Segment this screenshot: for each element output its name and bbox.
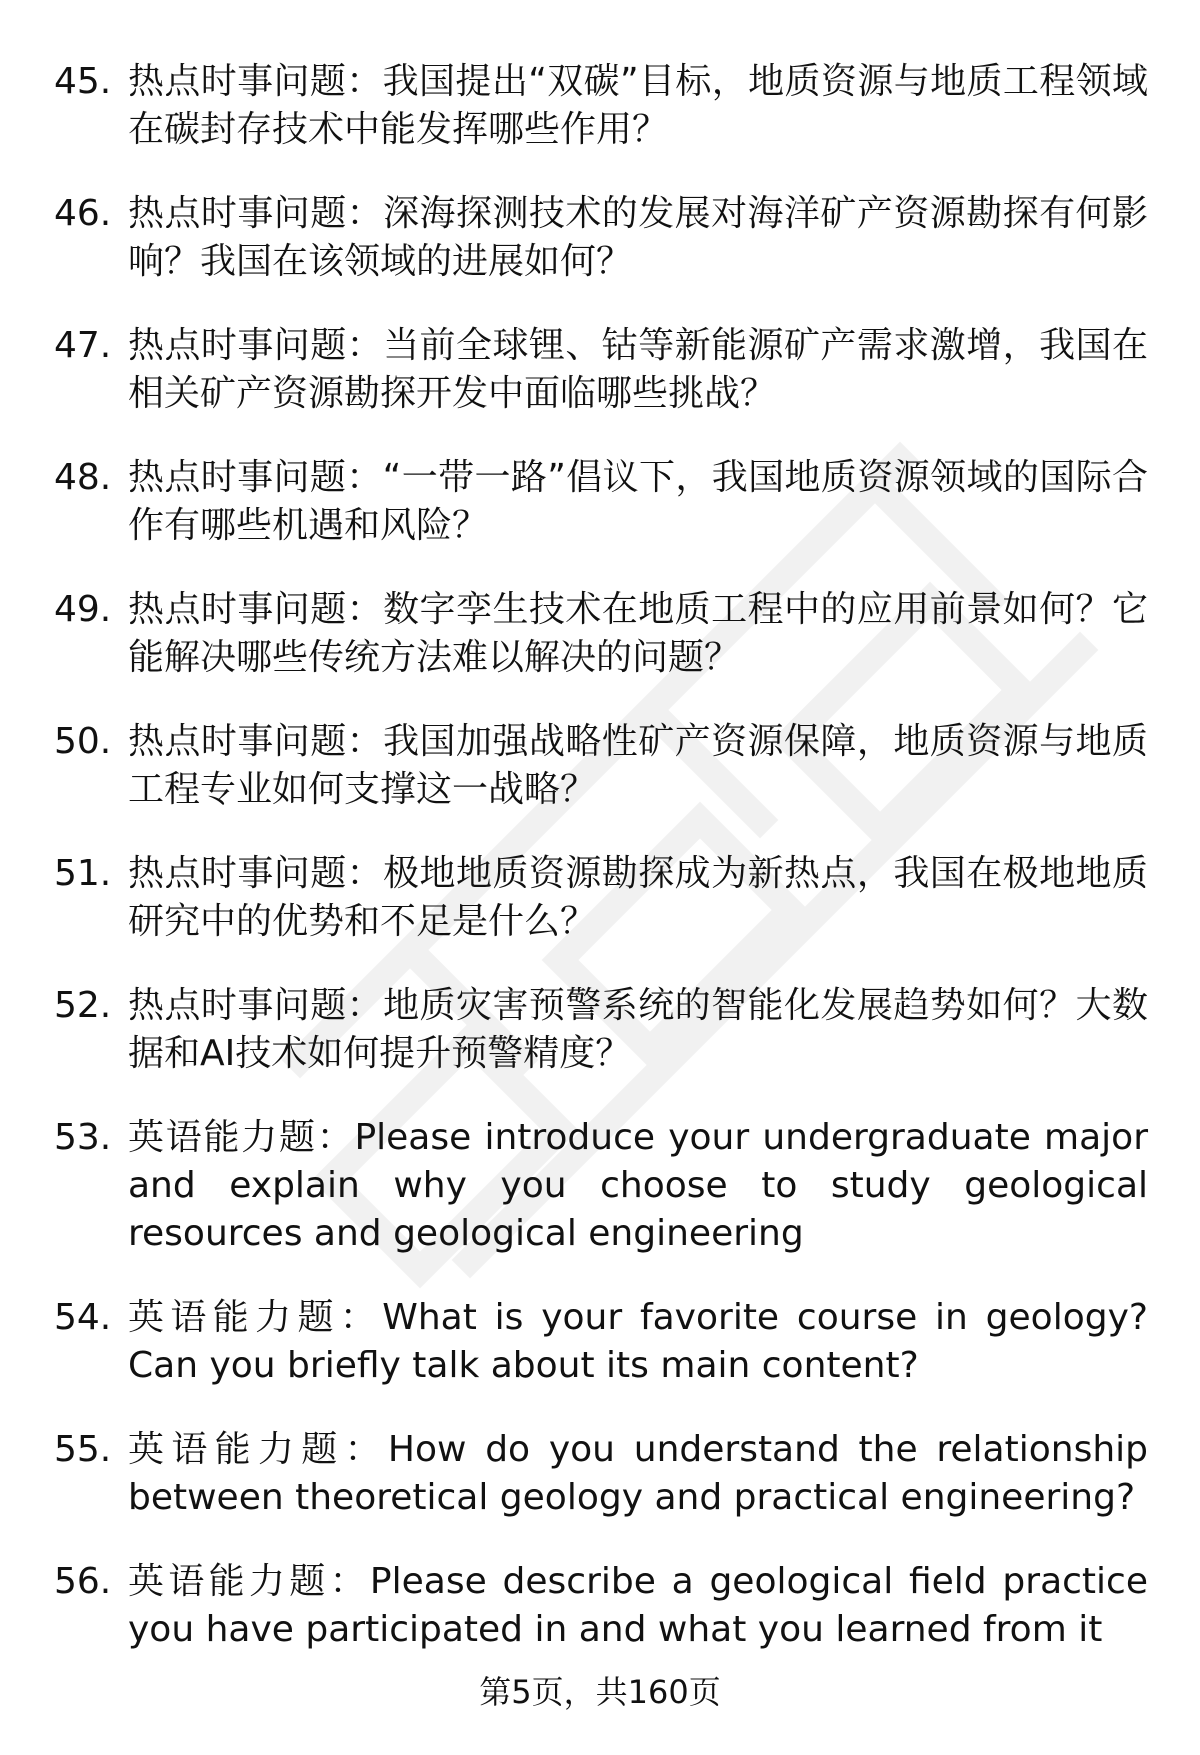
question-number: 55. [54,1429,112,1470]
question-number: 47. [54,325,112,366]
question-number: 51. [54,853,112,894]
question-text: 热点时事问题：当前全球锂、钴等新能源矿产需求激增，我国在相关矿产资源勘探开发中面临哪些挑战？ [128,325,1148,414]
question-text: 英语能力题：Please describe a geological field practice you have participated in and what you learned from it [128,1561,1148,1650]
question-text: 热点时事问题：我国提出“双碳”目标，地质资源与地质工程领域在碳封存技术中能发挥哪些作用？ [128,61,1148,150]
question-text: 英语能力题：How do you understand the relationship between theoretical geology and practical engineering? [128,1429,1148,1518]
question-text: 热点时事问题：“一带一路”倡议下，我国地质资源领域的国际合作有哪些机遇和风险？ [128,457,1148,546]
question-number: 50. [54,721,112,762]
question-text: 热点时事问题：数字孪生技术在地质工程中的应用前景如何？它能解决哪些传统方法难以解决的问题？ [128,589,1148,678]
question-text: 热点时事问题：极地地质资源勘探成为新热点，我国在极地地质研究中的优势和不足是什么？ [128,853,1148,942]
question-number: 52. [54,985,112,1026]
question-number: 49. [54,589,112,630]
question-number: 54. [54,1297,112,1338]
question-number: 53. [54,1117,112,1158]
question-text: 英语能力题：Please introduce your undergraduate major and explain why you choose to study geological resources and geological engineering [128,1117,1148,1254]
question-number: 45. [54,61,112,102]
question-number: 56. [54,1561,112,1602]
question-text: 热点时事问题：深海探测技术的发展对海洋矿产资源勘探有何影响？我国在该领域的进展如何？ [128,193,1148,282]
question-number: 46. [54,193,112,234]
page-number-footer: 第5页，共160页 [479,1673,721,1711]
question-number: 48. [54,457,112,498]
question-text: 热点时事问题：地质灾害预警系统的智能化发展趋势如何？大数据和AI技术如何提升预警精度？ [128,985,1148,1074]
question-text: 英语能力题：What is your favorite course in geology? Can you briefly talk about its main content? [128,1297,1148,1386]
question-text: 热点时事问题：我国加强战略性矿产资源保障，地质资源与地质工程专业如何支撑这一战略？ [128,721,1148,810]
